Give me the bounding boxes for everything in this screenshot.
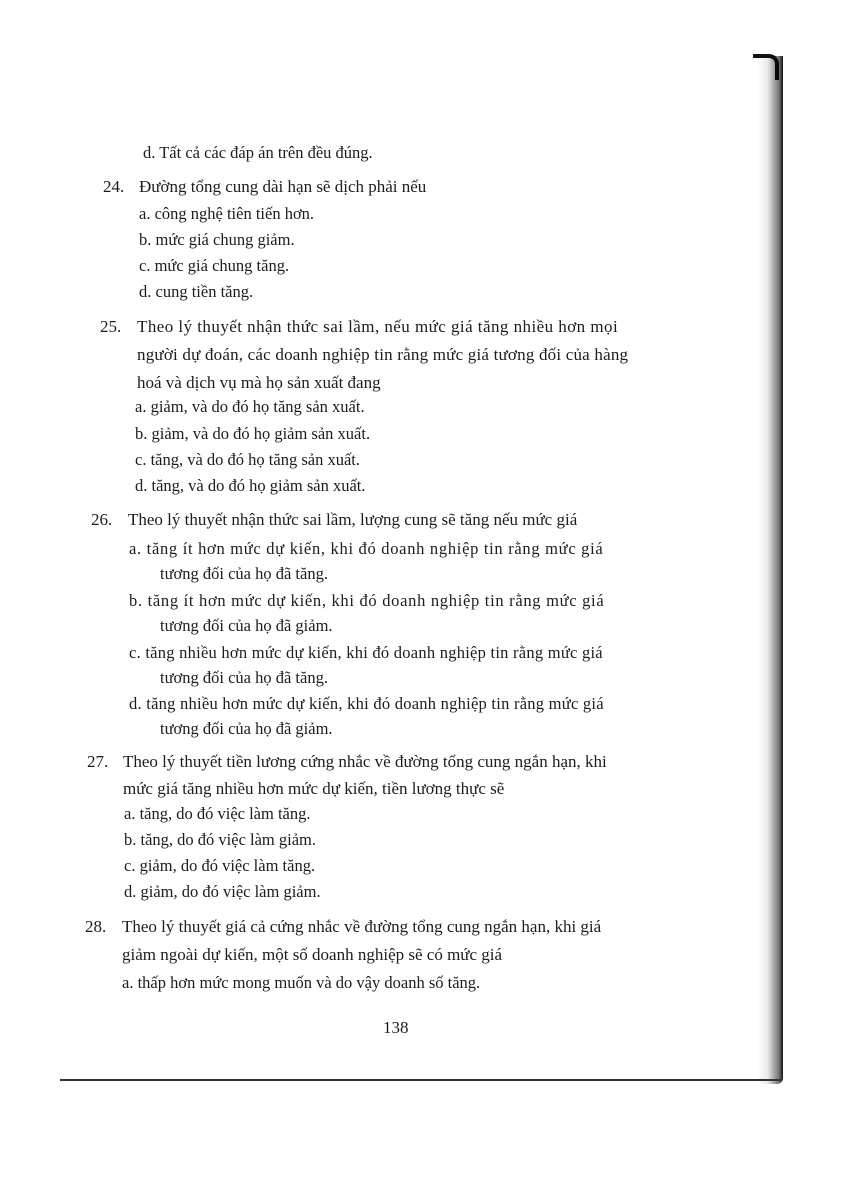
- question-28-option-a: a. thấp hơn mức mong muốn và do vậy doanh số tăng.: [122, 973, 481, 992]
- question-25-option-a: a. giảm, và do đó họ tăng sản xuất.: [135, 397, 365, 416]
- question-25-number: 25.: [100, 317, 122, 336]
- question-24-number: 24.: [103, 177, 125, 196]
- question-28-number: 28.: [85, 917, 107, 936]
- question-25-option-c: c. tăng, và do đó họ tăng sản xuất.: [135, 450, 360, 469]
- question-26-option-d-line-1: d. tăng nhiều hơn mức dự kiến, khi đó doanh nghiệp tin rằng mức giá: [129, 694, 604, 713]
- question-24-option-a: a. công nghệ tiên tiến hơn.: [139, 204, 315, 223]
- question-25-stem-line-1: Theo lý thuyết nhận thức sai lầm, nếu mức giá tăng nhiều hơn mọi: [137, 317, 619, 336]
- question-24-option-b: b. mức giá chung giảm.: [139, 230, 295, 249]
- bottom-rule: [60, 1079, 782, 1081]
- question-24-option-d: d. cung tiền tăng.: [139, 282, 254, 301]
- question-27-number: 27.: [87, 752, 109, 771]
- question-26-option-c-line-1: c. tăng nhiều hơn mức dự kiến, khi đó doanh nghiệp tin rằng mức giá: [129, 643, 603, 662]
- question-24-option-c: c. mức giá chung tăng.: [139, 256, 290, 275]
- question-27-option-d: d. giảm, do đó việc làm giảm.: [124, 882, 321, 901]
- question-28-stem-line-2: giảm ngoài dự kiến, một số doanh nghiệp sẽ có mức giá: [122, 945, 503, 964]
- question-27-option-a: a. tăng, do đó việc làm tăng.: [124, 804, 311, 823]
- question-25-option-d: d. tăng, và do đó họ giảm sản xuất.: [135, 476, 366, 495]
- question-26-option-b-line-1: b. tăng ít hơn mức dự kiến, khi đó doanh nghiệp tin rằng mức giá: [129, 591, 605, 610]
- question-25-option-b: b. giảm, và do đó họ giảm sản xuất.: [135, 424, 371, 443]
- question-25-stem-line-2: người dự đoán, các doanh nghiệp tin rằng mức giá tương đối của hàng: [137, 345, 629, 364]
- question-28-stem-line-1: Theo lý thuyết giá cả cứng nhắc về đường tổng cung ngắn hạn, khi giá: [122, 917, 602, 936]
- question-26-number: 26.: [91, 510, 113, 529]
- question-26-stem: Theo lý thuyết nhận thức sai lầm, lượng cung sẽ tăng nếu mức giá: [128, 510, 578, 529]
- question-26-option-a-line-2: tương đối của họ đã tăng.: [160, 564, 328, 583]
- question-27-option-b: b. tăng, do đó việc làm giảm.: [124, 830, 316, 849]
- question-27-stem-line-1: Theo lý thuyết tiền lương cứng nhắc về đường tổng cung ngắn hạn, khi: [123, 752, 607, 771]
- question-27-option-c: c. giảm, do đó việc làm tăng.: [124, 856, 316, 875]
- question-26-option-b-line-2: tương đối của họ đã giảm.: [160, 616, 333, 635]
- question-27-stem-line-2: mức giá tăng nhiều hơn mức dự kiến, tiền lương thực sẽ: [123, 779, 505, 798]
- page-number: 138: [383, 1018, 409, 1037]
- previous-option-d: d. Tất cả các đáp án trên đều đúng.: [143, 143, 373, 162]
- page-edge-shadow: [757, 56, 783, 1084]
- question-26-option-d-line-2: tương đối của họ đã giảm.: [160, 719, 333, 738]
- question-26-option-a-line-1: a. tăng ít hơn mức dự kiến, khi đó doanh nghiệp tin rằng mức giá: [129, 539, 604, 558]
- question-25-stem-line-3: hoá và dịch vụ mà họ sản xuất đang: [137, 373, 381, 392]
- question-24-stem: Đường tổng cung dài hạn sẽ dịch phải nếu: [139, 177, 427, 196]
- question-26-option-c-line-2: tương đối của họ đã tăng.: [160, 668, 328, 687]
